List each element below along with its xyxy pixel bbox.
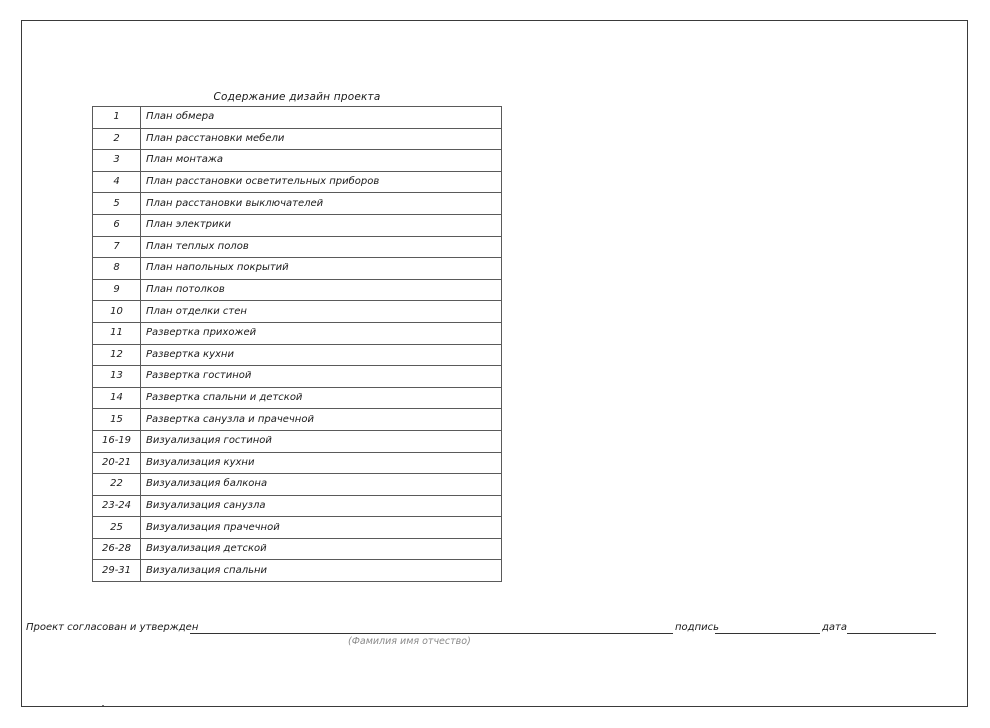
name-field-line[interactable]: [190, 633, 673, 634]
toc-row-number: 5: [93, 193, 141, 215]
toc-row-number: 14: [93, 387, 141, 409]
toc-row-title: План потолков: [141, 279, 502, 301]
toc-row-number: 12: [93, 344, 141, 366]
toc-row: [93, 322, 502, 344]
approval-line: [0, 622, 990, 636]
toc-table: [92, 106, 502, 582]
toc-row-number: 22: [93, 474, 141, 496]
approval-label: Проект согласован и утвержден: [26, 622, 199, 633]
toc-row-number: 29-31: [93, 560, 141, 582]
toc-row: [93, 128, 502, 150]
toc-row: [93, 301, 502, 323]
toc-row: [93, 279, 502, 301]
toc-row-title: План отделки стен: [141, 301, 502, 323]
toc-row-title: Развертка кухни: [141, 344, 502, 366]
toc-row-title: Визуализация санузла: [141, 495, 502, 517]
toc-row-number: 9: [93, 279, 141, 301]
toc-row-title: Визуализация детской: [141, 538, 502, 560]
toc-row-number: 25: [93, 517, 141, 539]
toc-row-number: 23-24: [93, 495, 141, 517]
toc-row-title: Развертка гостиной: [141, 366, 502, 388]
toc-row: [93, 366, 502, 388]
toc-row-title: План расстановки мебели: [141, 128, 502, 150]
toc-row-number: 15: [93, 409, 141, 431]
toc-row: [93, 150, 502, 172]
toc-row-number: 4: [93, 171, 141, 193]
toc-row-title: Визуализация гостиной: [141, 430, 502, 452]
toc-row: [93, 387, 502, 409]
toc-row: [93, 236, 502, 258]
date-field-line[interactable]: [847, 633, 936, 634]
toc-row: [93, 452, 502, 474]
date-label: дата: [822, 622, 847, 633]
toc-row-number: 20-21: [93, 452, 141, 474]
toc-row-title: План теплых полов: [141, 236, 502, 258]
toc-row: [93, 474, 502, 496]
toc-row: [93, 171, 502, 193]
toc-row: [93, 517, 502, 539]
toc-row: [93, 560, 502, 582]
toc-row: [93, 495, 502, 517]
toc-row-number: 3: [93, 150, 141, 172]
toc-row-title: План расстановки осветительных приборов: [141, 171, 502, 193]
toc-row-number: 6: [93, 214, 141, 236]
toc-row-title: План электрики: [141, 214, 502, 236]
toc-row: [93, 193, 502, 215]
toc-body: [93, 107, 502, 582]
toc-row-title: Развертка спальни и детской: [141, 387, 502, 409]
toc-row: [93, 538, 502, 560]
toc-row-number: 1: [93, 107, 141, 129]
toc-row-title: Визуализация балкона: [141, 474, 502, 496]
toc-row-title: План обмера: [141, 107, 502, 129]
toc-row: [93, 409, 502, 431]
toc-row-title: Развертка санузла и прачечной: [141, 409, 502, 431]
toc-row-number: 7: [93, 236, 141, 258]
toc-row-number: 11: [93, 322, 141, 344]
toc-row-title: План монтажа: [141, 150, 502, 172]
toc-row-number: 26-28: [93, 538, 141, 560]
stray-mark: [102, 705, 104, 706]
signature-field-line[interactable]: [715, 633, 820, 634]
toc-row: [93, 107, 502, 129]
toc-row-title: Развертка прихожей: [141, 322, 502, 344]
toc-row-title: План расстановки выключателей: [141, 193, 502, 215]
toc-row-number: 16-19: [93, 430, 141, 452]
signature-label: подпись: [675, 622, 719, 633]
name-field-hint: (Фамилия имя отчество): [348, 636, 471, 647]
toc-row: [93, 344, 502, 366]
toc-row-number: 10: [93, 301, 141, 323]
toc-row-number: 2: [93, 128, 141, 150]
toc-row: [93, 430, 502, 452]
toc-row: [93, 258, 502, 280]
toc-row-title: Визуализация прачечной: [141, 517, 502, 539]
toc-row: [93, 214, 502, 236]
toc-row-title: Визуализация кухни: [141, 452, 502, 474]
toc-row-title: Визуализация спальни: [141, 560, 502, 582]
toc-row-title: План напольных покрытий: [141, 258, 502, 280]
toc-row-number: 13: [93, 366, 141, 388]
toc-title: Содержание дизайн проекта: [213, 91, 381, 103]
toc-row-number: 8: [93, 258, 141, 280]
